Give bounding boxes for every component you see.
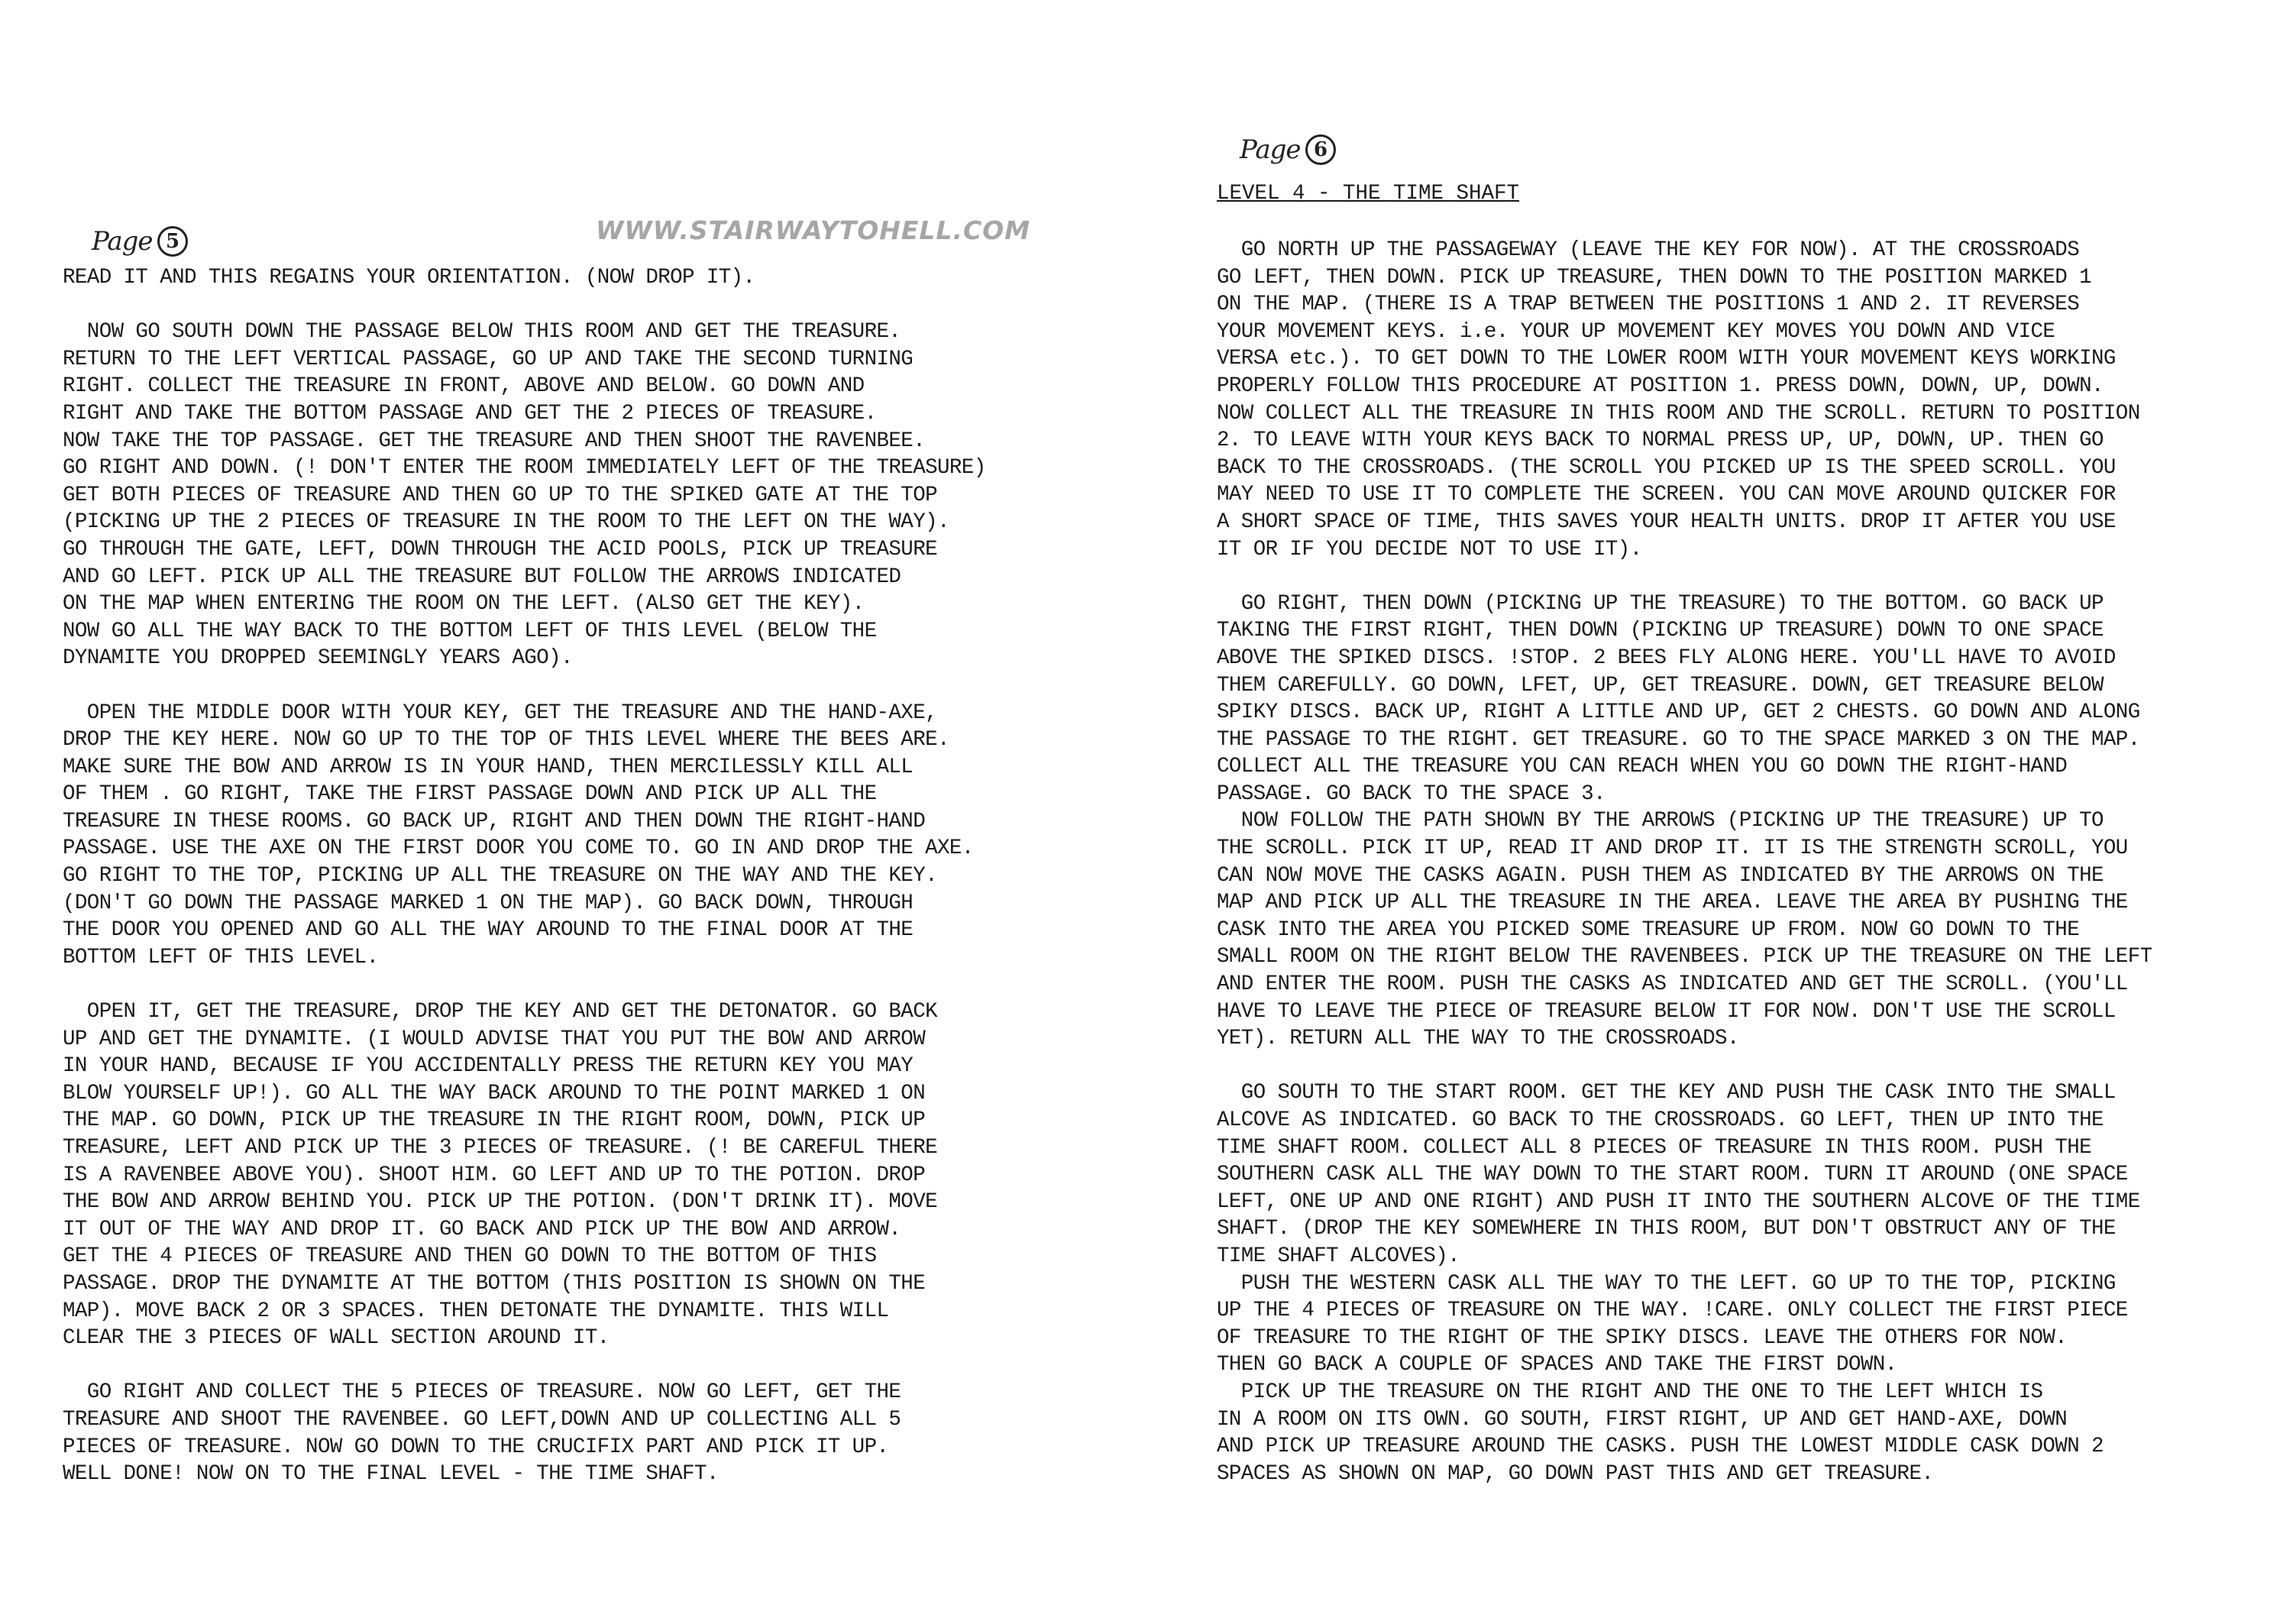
page-number-circle: 6 [1305, 134, 1336, 165]
page-number-circle: 5 [157, 226, 188, 257]
page-number-label [92, 226, 188, 257]
text-line: RETURN TO THE LEFT VERTICAL PASSAGE, GO UP AND TAKE THE SECOND TURNING [63, 347, 914, 371]
text-line: CAN NOW MOVE THE CASKS AGAIN. PUSH THEM AS INDICATED BY THE ARROWS ON THE [1217, 863, 2104, 888]
text-line: AND GO LEFT. PICK UP ALL THE TREASURE BUT FOLLOW THE ARROWS INDICATED [63, 565, 901, 589]
text-line: BACK TO THE CROSSROADS. (THE SCROLL YOU PICKED UP IS THE SPEED SCROLL. YOU [1217, 455, 2116, 480]
text-line: YET). RETURN ALL THE WAY TO THE CROSSROADS. [1217, 1027, 1739, 1051]
text-line: TREASURE AND SHOOT THE RAVENBEE. GO LEFT,DOWN AND UP COLLECTING ALL 5 [63, 1407, 901, 1432]
text-line: UP THE 4 PIECES OF TREASURE ON THE WAY. !CARE. ONLY COLLECT THE FIRST PIECE [1217, 1299, 2128, 1323]
text-line: THE BOW AND ARROW BEHIND YOU. PICK UP THE POTION. (DON'T DRINK IT). MOVE [63, 1190, 937, 1215]
text-line: IT OR IF YOU DECIDE NOT TO USE IT). [1217, 537, 1642, 561]
text-line: CASK INTO THE AREA YOU PICKED SOME TREASURE UP FROM. NOW GO DOWN TO THE [1217, 917, 2080, 942]
text-line: ON THE MAP WHEN ENTERING THE ROOM ON THE LEFT. (ALSO GET THE KEY). [63, 592, 865, 616]
text-line: TREASURE IN THESE ROOMS. GO BACK UP, RIGHT AND THEN DOWN THE RIGHT-HAND [63, 809, 926, 833]
text-line: SHAFT. (DROP THE KEY SOMEWHERE IN THIS ROOM, BUT DON'T OBSTRUCT ANY OF THE [1217, 1217, 2116, 1241]
text-line: GO LEFT, THEN DOWN. PICK UP TREASURE, THEN DOWN TO THE POSITION MARKED 1 [1217, 265, 2091, 290]
text-line: TIME SHAFT ROOM. COLLECT ALL 8 PIECES OF TREASURE IN THIS ROOM. PUSH THE [1217, 1135, 2091, 1160]
text-line: THE SCROLL. PICK IT UP, READ IT AND DROP IT. IT IS THE STRENGTH SCROLL, YOU [1217, 837, 2128, 861]
paragraph [63, 700, 986, 972]
text-line: THE MAP. GO DOWN, PICK UP THE TREASURE IN THE RIGHT ROOM, DOWN, PICK UP [63, 1108, 926, 1133]
text-line: NOW TAKE THE TOP PASSAGE. GET THE TREASURE AND THEN SHOOT THE RAVENBEE. [63, 429, 926, 453]
text-line: YOUR MOVEMENT KEYS. i.e. YOUR UP MOVEMENT KEY MOVES YOU DOWN AND VICE [1217, 319, 2055, 344]
text-line: GET BOTH PIECES OF TREASURE AND THEN GO UP TO THE SPIKED GATE AT THE TOP [63, 483, 937, 507]
page-number-label [1240, 134, 1336, 165]
paragraph-gap [63, 971, 986, 998]
watermark: WWW.STAIRWAYTOHELL.COM [596, 215, 1031, 245]
text-line: GO RIGHT AND DOWN. (! DON'T ENTER THE ROOM IMMEDIATELY LEFT OF THE TREASURE) [63, 456, 986, 481]
paragraph-gap [63, 1352, 986, 1380]
text-line: PASSAGE. DROP THE DYNAMITE AT THE BOTTOM (THIS POSITION IS SHOWN ON THE [63, 1271, 926, 1296]
text-line: OF TREASURE TO THE RIGHT OF THE SPIKY DISCS. LEAVE THE OTHERS FOR NOW. [1217, 1325, 2068, 1350]
text-line: IN A ROOM ON ITS OWN. GO SOUTH, FIRST RIGHT, UP AND GET HAND-AXE, DOWN [1217, 1407, 2068, 1432]
text-line: IT OUT OF THE WAY AND DROP IT. GO BACK AND PICK UP THE BOW AND ARROW. [63, 1217, 901, 1241]
paragraph-gap [1217, 1053, 2152, 1080]
text-line: ABOVE THE SPIKED DISCS. !STOP. 2 BEES FLY ALONG HERE. YOU'LL HAVE TO AVOID [1217, 646, 2116, 670]
paragraph-gap [1217, 563, 2152, 591]
page-label-text: Page [92, 226, 153, 257]
text-line: GO RIGHT, THEN DOWN (PICKING UP THE TREASURE) TO THE BOTTOM. GO BACK UP [1217, 591, 2104, 616]
text-line: NOW COLLECT ALL THE TREASURE IN THIS ROOM AND THE SCROLL. RETURN TO POSITION [1217, 401, 2140, 426]
text-line: VERSA etc.). TO GET DOWN TO THE LOWER ROOM WITH YOUR MOVEMENT KEYS WORKING [1217, 347, 2116, 371]
text-line: GO RIGHT TO THE TOP, PICKING UP ALL THE TREASURE ON THE WAY AND THE KEY. [63, 864, 937, 888]
text-line: A SHORT SPACE OF TIME, THIS SAVES YOUR HEALTH UNITS. DROP IT AFTER YOU USE [1217, 510, 2116, 534]
text-line: PROPERLY FOLLOW THIS PROCEDURE AT POSITION 1. PRESS DOWN, DOWN, UP, DOWN. [1217, 374, 2104, 398]
paragraph-gap [63, 292, 986, 319]
text-line: BLOW YOURSELF UP!). GO ALL THE WAY BACK AROUND TO THE POINT MARKED 1 ON [63, 1081, 926, 1105]
text-line: NOW FOLLOW THE PATH SHOWN BY THE ARROWS (PICKING UP THE TREASURE) UP TO [1217, 809, 2104, 833]
page-label-text: Page [1240, 134, 1301, 165]
paragraph [1217, 237, 2152, 563]
text-line: THEN GO BACK A COUPLE OF SPACES AND TAKE THE FIRST DOWN. [1217, 1353, 1897, 1377]
text-line: ON THE MAP. (THERE IS A TRAP BETWEEN THE POSITIONS 1 AND 2. IT REVERSES [1217, 293, 2080, 317]
text-line: AND PICK UP TREASURE AROUND THE CASKS. PUSH THE LOWEST MIDDLE CASK DOWN 2 [1217, 1435, 2104, 1459]
paragraph [1217, 591, 2152, 1053]
text-line: WELL DONE! NOW ON TO THE FINAL LEVEL - THE TIME SHAFT. [63, 1462, 719, 1487]
level-heading: LEVEL 4 - THE TIME SHAFT [1217, 182, 1520, 205]
text-line: GO RIGHT AND COLLECT THE 5 PIECES OF TREASURE. NOW GO LEFT, GET THE [63, 1380, 901, 1405]
text-line: COLLECT ALL THE TREASURE YOU CAN REACH WHEN YOU GO DOWN THE RIGHT-HAND [1217, 755, 2068, 779]
text-line: GO NORTH UP THE PASSAGEWAY (LEAVE THE KEY FOR NOW). AT THE CROSSROADS [1217, 238, 2080, 262]
text-line: PICK UP THE TREASURE ON THE RIGHT AND THE ONE TO THE LEFT WHICH IS [1217, 1380, 2043, 1404]
text-line: MAP AND PICK UP ALL THE TREASURE IN THE AREA. LEAVE THE AREA BY PUSHING THE [1217, 891, 2128, 915]
text-line: PASSAGE. GO BACK TO THE SPACE 3. [1217, 781, 1606, 806]
text-line: IN YOUR HAND, BECAUSE IF YOU ACCIDENTALLY PRESS THE RETURN KEY YOU MAY [63, 1054, 914, 1079]
text-line: MAKE SURE THE BOW AND ARROW IS IN YOUR HAND, THEN MERCILESSLY KILL ALL [63, 755, 914, 779]
text-line: BOTTOM LEFT OF THIS LEVEL. [63, 945, 379, 969]
text-line: TIME SHAFT ALCOVES). [1217, 1244, 1460, 1268]
text-line: 2. TO LEAVE WITH YOUR KEYS BACK TO NORMAL PRESS UP, UP, DOWN, UP. THEN GO [1217, 429, 2104, 453]
text-line: RIGHT AND TAKE THE BOTTOM PASSAGE AND GET THE 2 PIECES OF TREASURE. [63, 401, 877, 426]
text-line: ALCOVE AS INDICATED. GO BACK TO THE CROSSROADS. GO LEFT, THEN UP INTO THE [1217, 1108, 2104, 1132]
text-line: OF THEM . GO RIGHT, TAKE THE FIRST PASSAGE DOWN AND PICK UP ALL THE [63, 782, 877, 807]
text-line: UP AND GET THE DYNAMITE. (I WOULD ADVISE THAT YOU PUT THE BOW AND ARROW [63, 1027, 926, 1051]
text-line: DROP THE KEY HERE. NOW GO UP TO THE TOP OF THIS LEVEL WHERE THE BEES ARE. [63, 728, 949, 752]
text-line: TREASURE, LEFT AND PICK UP THE 3 PIECES OF TREASURE. (! BE CAREFUL THERE [63, 1136, 937, 1160]
text-line: RIGHT. COLLECT THE TREASURE IN FRONT, ABOVE AND BELOW. GO DOWN AND [63, 374, 865, 399]
paragraph-gap [63, 672, 986, 700]
text-line: NOW GO SOUTH DOWN THE PASSAGE BELOW THIS ROOM AND GET THE TREASURE. [63, 320, 901, 345]
walkthrough-text-right [1217, 237, 2152, 1487]
paragraph [63, 998, 986, 1352]
text-line: IS A RAVENBEE ABOVE YOU). SHOOT HIM. GO LEFT AND UP TO THE POTION. DROP [63, 1163, 926, 1187]
text-line: PUSH THE WESTERN CASK ALL THE WAY TO THE LEFT. GO UP TO THE TOP, PICKING [1217, 1271, 2116, 1296]
text-line: MAY NEED TO USE IT TO COMPLETE THE SCREEN. YOU CAN MOVE AROUND QUICKER FOR [1217, 483, 2116, 507]
text-line: OPEN IT, GET THE TREASURE, DROP THE KEY AND GET THE DETONATOR. GO BACK [63, 1000, 937, 1024]
text-line: LEFT, ONE UP AND ONE RIGHT) AND PUSH IT INTO THE SOUTHERN ALCOVE OF THE TIME [1217, 1189, 2140, 1214]
text-line: SPACES AS SHOWN ON MAP, GO DOWN PAST THIS AND GET TREASURE. [1217, 1461, 1934, 1486]
text-line: THE PASSAGE TO THE RIGHT. GET TREASURE. GO TO THE SPACE MARKED 3 ON THE MAP. [1217, 727, 2140, 752]
text-line: READ IT AND THIS REGAINS YOUR ORIENTATION. (NOW DROP IT). [63, 266, 755, 290]
text-line: NOW GO ALL THE WAY BACK TO THE BOTTOM LEFT OF THIS LEVEL (BELOW THE [63, 619, 877, 643]
paragraph [63, 319, 986, 672]
text-line: THEM CAREFULLY. GO DOWN, LFET, UP, GET TREASURE. DOWN, GET TREASURE BELOW [1217, 673, 2104, 697]
text-line: OPEN THE MIDDLE DOOR WITH YOUR KEY, GET THE TREASURE AND THE HAND-AXE, [63, 701, 937, 725]
text-line: GO THROUGH THE GATE, LEFT, DOWN THROUGH THE ACID POOLS, PICK UP TREASURE [63, 537, 937, 561]
text-line: HAVE TO LEAVE THE PIECE OF TREASURE BELOW IT FOR NOW. DON'T USE THE SCROLL [1217, 999, 2116, 1024]
text-line: GET THE 4 PIECES OF TREASURE AND THEN GO DOWN TO THE BOTTOM OF THIS [63, 1244, 877, 1269]
paragraph [1217, 1079, 2152, 1487]
text-line: CLEAR THE 3 PIECES OF WALL SECTION AROUND IT. [63, 1326, 610, 1351]
walkthrough-text-left [63, 264, 986, 1488]
text-line: PIECES OF TREASURE. NOW GO DOWN TO THE CRUCIFIX PART AND PICK IT UP. [63, 1435, 889, 1459]
text-line: (DON'T GO DOWN THE PASSAGE MARKED 1 ON THE MAP). GO BACK DOWN, THROUGH [63, 891, 914, 915]
text-line: AND ENTER THE ROOM. PUSH THE CASKS AS INDICATED AND GET THE SCROLL. (YOU'LL [1217, 972, 2128, 997]
text-line: (PICKING UP THE 2 PIECES OF TREASURE IN THE ROOM TO THE LEFT ON THE WAY). [63, 510, 949, 535]
text-line: DYNAMITE YOU DROPPED SEEMINGLY YEARS AGO). [63, 646, 573, 671]
paragraph [63, 264, 986, 292]
right-page [1148, 0, 2296, 1618]
text-line: TAKING THE FIRST RIGHT, THEN DOWN (PICKING UP TREASURE) DOWN TO ONE SPACE [1217, 619, 2104, 643]
text-line: MAP). MOVE BACK 2 OR 3 SPACES. THEN DETONATE THE DYNAMITE. THIS WILL [63, 1299, 889, 1323]
text-line: SMALL ROOM ON THE RIGHT BELOW THE RAVENBEES. PICK UP THE TREASURE ON THE LEFT [1217, 945, 2152, 969]
text-line: PASSAGE. USE THE AXE ON THE FIRST DOOR YOU COME TO. GO IN AND DROP THE AXE. [63, 837, 974, 861]
text-line: SOUTHERN CASK ALL THE WAY DOWN TO THE START ROOM. TURN IT AROUND (ONE SPACE [1217, 1163, 2128, 1187]
text-line: THE DOOR YOU OPENED AND GO ALL THE WAY AROUND TO THE FINAL DOOR AT THE [63, 918, 914, 943]
text-line: SPIKY DISCS. BACK UP, RIGHT A LITTLE AND UP, GET 2 CHESTS. GO DOWN AND ALONG [1217, 701, 2140, 725]
paragraph [63, 1379, 986, 1487]
text-line: GO SOUTH TO THE START ROOM. GET THE KEY AND PUSH THE CASK INTO THE SMALL [1217, 1081, 2116, 1105]
